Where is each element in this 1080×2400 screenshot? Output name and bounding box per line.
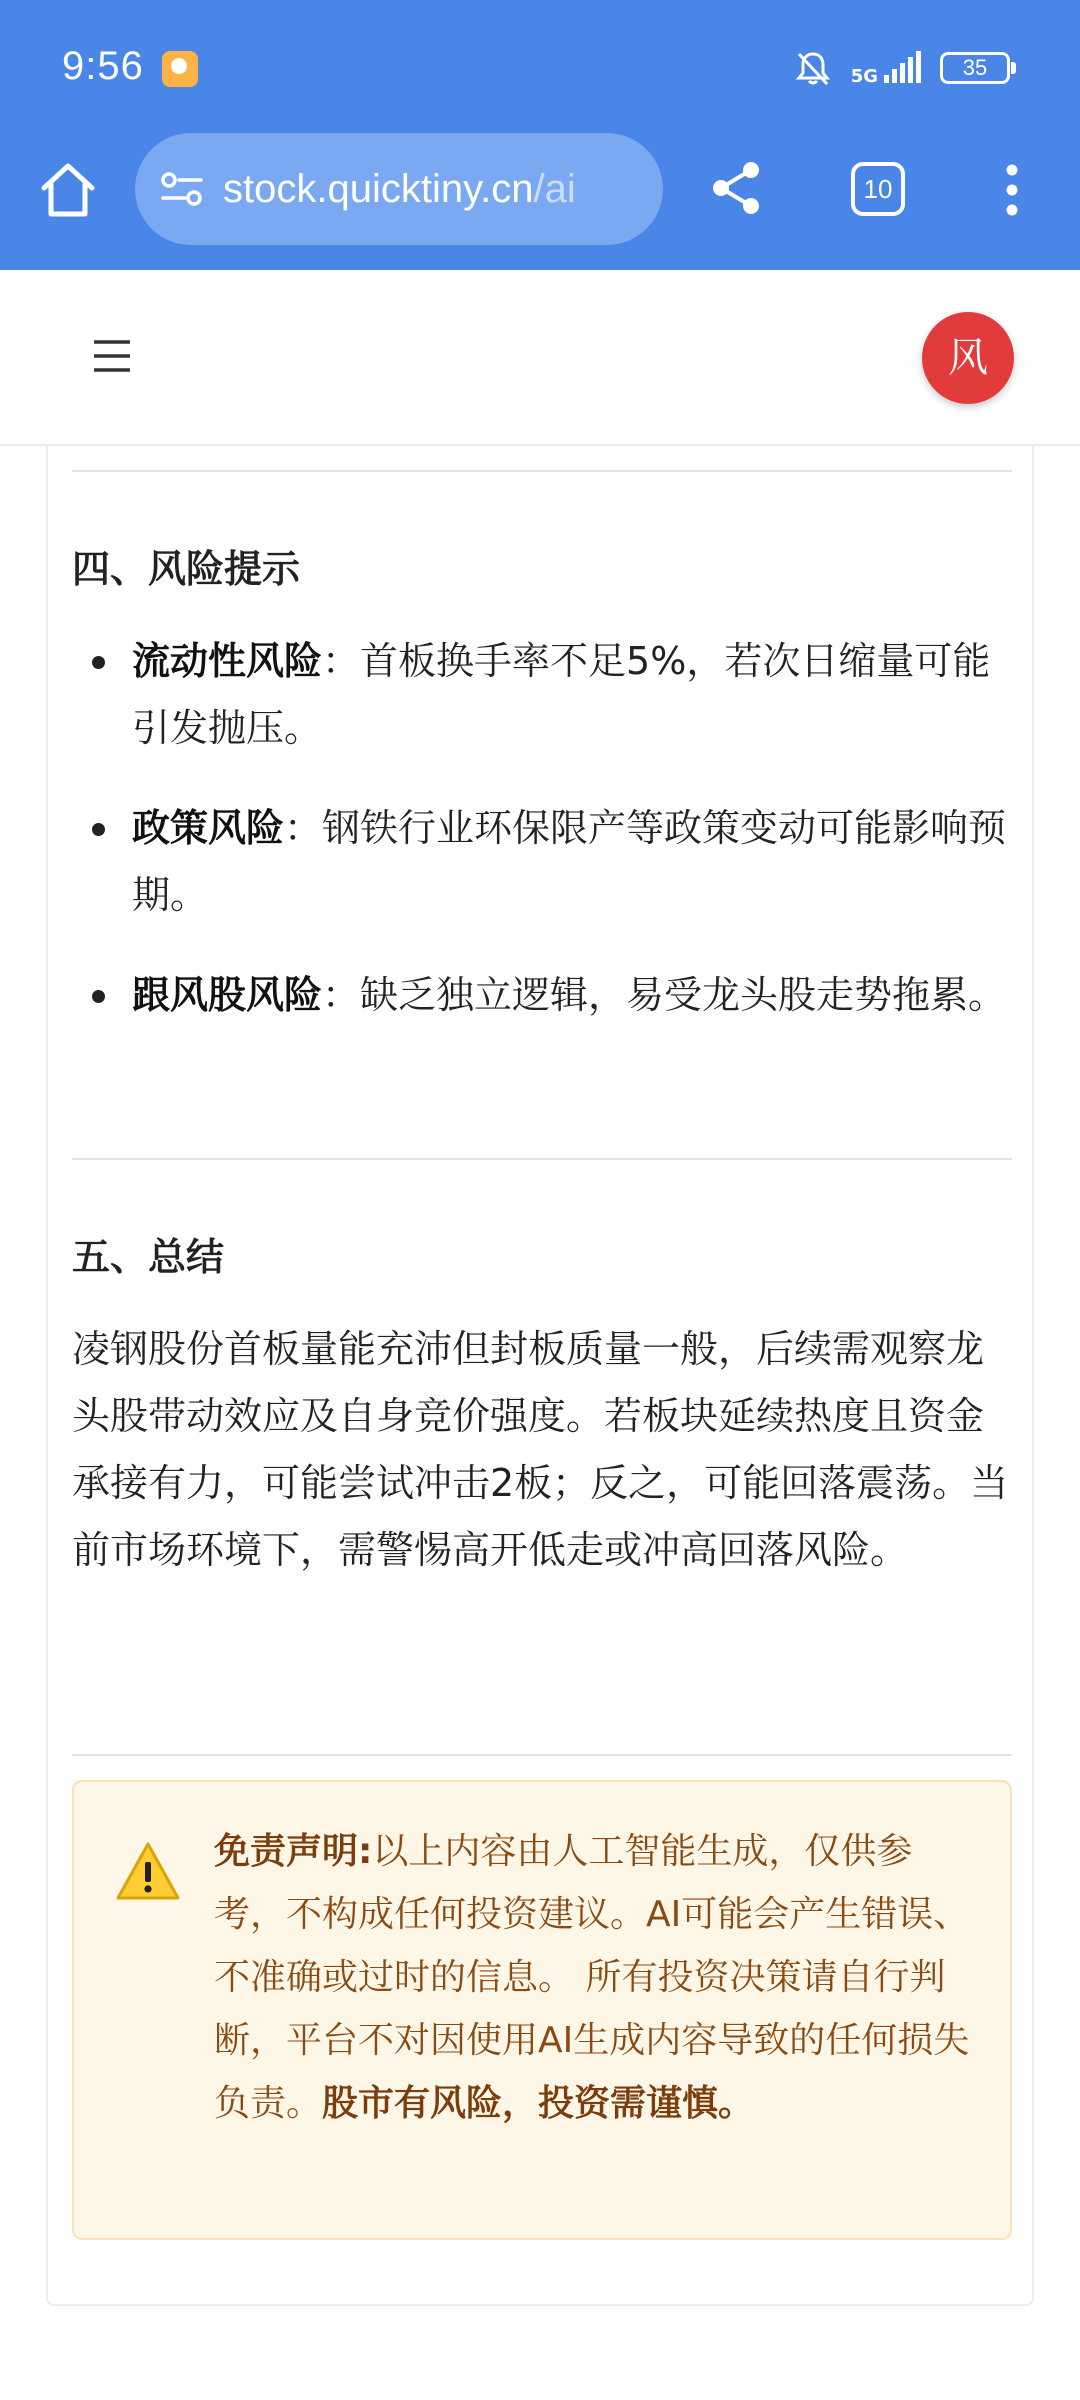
url-text[interactable] bbox=[223, 167, 576, 212]
disclaimer-body: 以上内容由人工智能生成，仅供参考，不构成任何投资建议。AI可能会产生错误、不准确或过时的信息。 所有投资决策请自行判断，平台不对因使用AI生成内容导致的任何损失负责。 bbox=[214, 1831, 970, 2124]
risk-text: 缺乏独立逻辑，易受龙头股走势拖累。 bbox=[360, 973, 1007, 1017]
url-path: /ai bbox=[533, 166, 576, 211]
share-icon[interactable] bbox=[705, 156, 769, 220]
network-indicator bbox=[851, 51, 922, 85]
list-item bbox=[72, 795, 1012, 929]
risk-separator: ： bbox=[322, 639, 361, 683]
status-indicators bbox=[793, 46, 1010, 90]
warning-icon bbox=[114, 1840, 182, 1902]
browser-toolbar bbox=[0, 128, 1080, 270]
bell-off-icon bbox=[793, 48, 833, 88]
disclaimer-box bbox=[72, 1780, 1012, 2240]
battery-indicator: 35 bbox=[940, 52, 1010, 84]
app-notification-icon bbox=[162, 51, 198, 87]
home-icon[interactable] bbox=[36, 158, 100, 222]
address-bar[interactable] bbox=[135, 133, 663, 245]
list-item bbox=[72, 962, 1012, 1029]
browser-chrome bbox=[0, 0, 1080, 270]
divider bbox=[72, 1158, 1012, 1160]
divider bbox=[72, 470, 1012, 472]
signal-icon bbox=[882, 51, 922, 85]
section-title-summary: 五、总结 bbox=[72, 1235, 225, 1279]
list-item bbox=[72, 628, 1012, 762]
risk-text: 钢铁行业环保限产等政策变动可能影响预期。 bbox=[132, 806, 1007, 917]
risk-text: 首板换手率不足5%，若次日缩量可能引发抛压。 bbox=[132, 639, 991, 750]
disclaimer-emphasis: 股市有风险，投资需谨慎。 bbox=[322, 2083, 755, 2124]
status-time: 9:56 bbox=[62, 44, 144, 88]
risk-list bbox=[72, 628, 1012, 1062]
divider bbox=[72, 1754, 1012, 1756]
hamburger-icon[interactable] bbox=[92, 336, 132, 376]
tune-icon[interactable] bbox=[159, 169, 205, 209]
risk-separator: ： bbox=[284, 806, 323, 850]
page-header bbox=[0, 270, 1080, 446]
disclaimer-label: 免责声明: bbox=[214, 1831, 373, 1872]
disclaimer-text bbox=[214, 1820, 984, 2135]
network-type: 5G bbox=[850, 66, 878, 87]
summary-text: 凌钢股份首板量能充沛但封板质量一般，后续需观察龙头股带动效应及自身竞价强度。若板块延续热度且资金承接有力，可能尝试冲击2板；反之，可能回落震荡。当前市场环境下，需警惕高开低走或冲高回落风险。 bbox=[72, 1327, 1009, 1572]
risk-label: 流动性风险 bbox=[132, 639, 323, 683]
status-bar bbox=[0, 0, 1080, 128]
section-title-risks: 四、风险提示 bbox=[72, 547, 301, 591]
more-vert-icon[interactable] bbox=[990, 160, 1034, 220]
url-host: stock.quicktiny.cn bbox=[223, 166, 534, 211]
tab-switcher-button[interactable]: 10 bbox=[851, 162, 905, 216]
risk-label: 跟风股风险 bbox=[132, 973, 323, 1017]
risk-label: 政策风险 bbox=[132, 806, 285, 850]
risk-separator: ： bbox=[322, 973, 361, 1017]
content-card bbox=[46, 446, 1034, 2306]
user-avatar[interactable]: 风 bbox=[922, 312, 1014, 404]
